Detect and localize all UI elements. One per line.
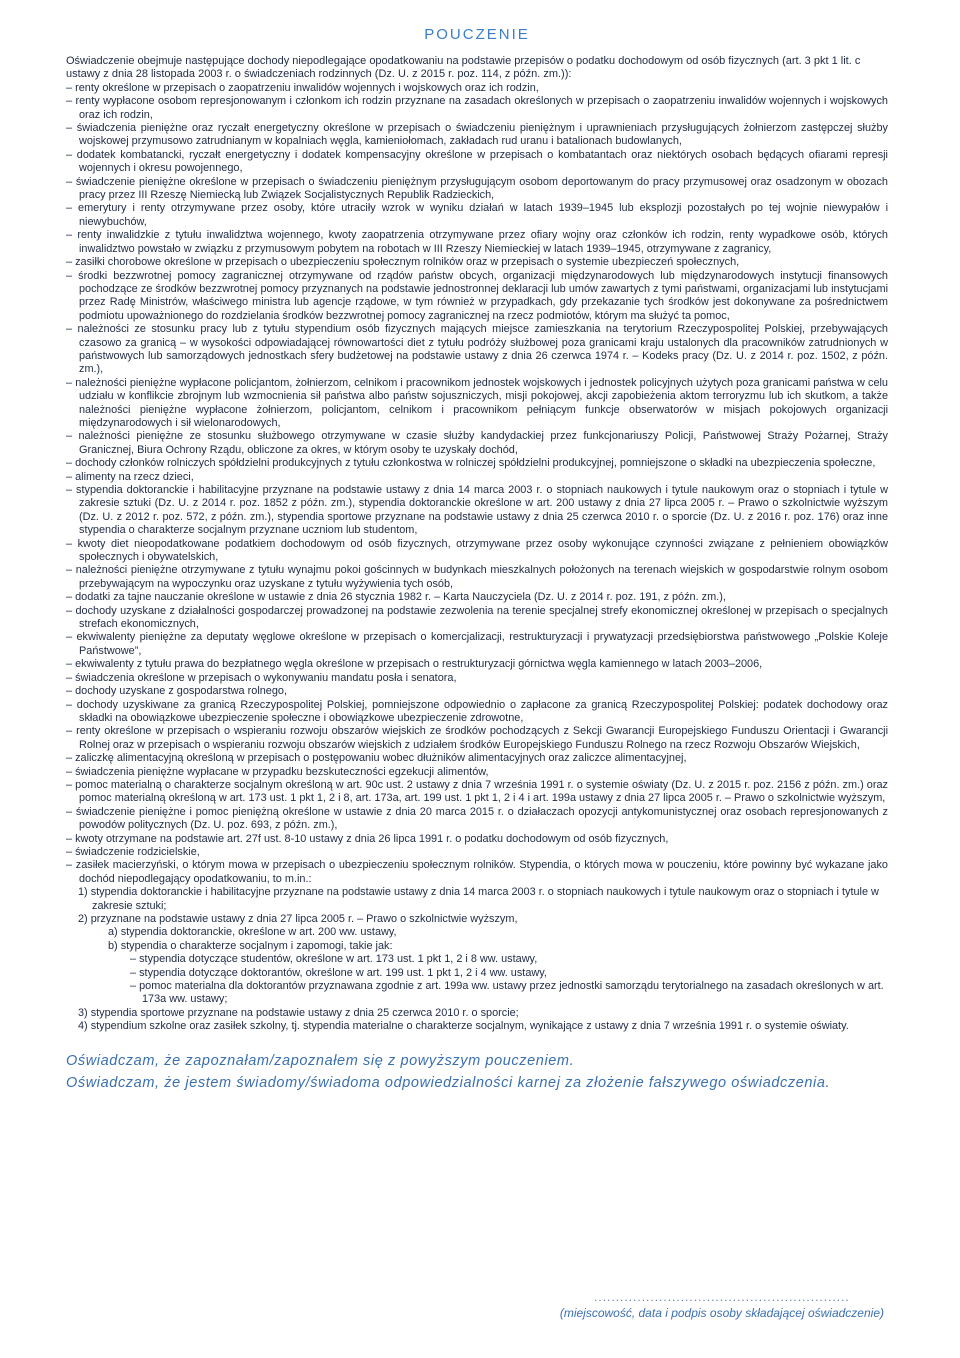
list-item: – należności ze stosunku pracy lub z tytułu stypendium osób fizycznych mających miejsce zamieszkania na terytorium Rzeczypospolitej Polskiej, przebywających czasowo za granicą – w wysokości odpowiadającej równowartości diet z tytułu podróży służbowej poza granicami kraju ustalonych dla pracowników zatrudnionych w państwowych lub samorządowych jednostkach sfery budżetowej na podstawie ustawy z dnia 26 czerwca 1974 r. – Kodeks pracy (Dz. U. z 2014 r. poz. 1502, z późn. zm.), (66, 323, 888, 377)
list-item: – alimenty na rzecz dzieci, (66, 471, 888, 484)
list-item: – dochody uzyskane z działalności gospodarczej prowadzonej na podstawie zezwolenia na terenie specjalnej strefy ekonomicznej określonej w przepisach o specjalnych strefach ekonomicznych, (66, 605, 888, 632)
list-item: – świadczenia pieniężne oraz ryczałt energetyczny określone w przepisach o świadczeniu pieniężnym i uprawnieniach przysługujących żołnierzom zastępczej służby wojskowej przymusowo zatrudnianym w kopalniach węgla, kamieniołomach, zakładach rud uranu i batalionach budowlanych, (66, 122, 888, 149)
list-item: – świadczenie rodzicielskie, (66, 846, 888, 859)
list-item: – kwoty otrzymane na podstawie art. 27f ust. 8-10 ustawy z dnia 26 lipca 1991 r. o podatku dochodowym od osób fizycznych, (66, 833, 888, 846)
stipend-item-1: 1) stypendia doktoranckie i habilitacyjne przyznane na podstawie ustawy z dnia 14 marca 2003 r. o stopniach naukowych i tytule naukowym oraz o stopniach i tytule w zakresie sztuki; (78, 886, 879, 912)
signature-caption: (miejscowość, data i podpis osoby składającej oświadczenie) (559, 1306, 884, 1320)
list-item: – dochody uzyskiwane za granicą Rzeczypospolitej Polskiej, pomniejszone odpowiednio o zapłacone za granicą Rzeczypospolitej Polskiej: podatek dochodowy oraz składki na obowiązkowe ubezpieczenie społeczne i obowiązkowe ubezpieczenie zdrowotne, (66, 699, 888, 726)
list-item: – świadczenia określone w przepisach o wykonywaniu mandatu posła i senatora, (66, 672, 888, 685)
list-item: – renty inwalidzkie z tytułu inwalidztwa wojennego, kwoty zaopatrzenia otrzymywane przez ofiary wojny oraz członków ich rodzin, renty wypadkowe osób, których inwalidztwo powstało w związku z przymusowym pobytem na robotach w III Rzeszy Niemieckiej w latach 1939–1945, otrzymywane z zagranicy, (66, 229, 888, 256)
stipend-item-3: 3) stypendia sportowe przyznane na podstawie ustawy z dnia 25 czerwca 2010 r. o sporcie; (78, 1006, 519, 1019)
intro-paragraph: Oświadczenie obejmuje następujące dochody niepodlegające opodatkowaniu na podstawie przepisów o podatku dochodowym od osób fizycznych (art. 3 pkt 1 lit. c ustawy z dnia 28 listopada 2003 r. o świadczeniach rodzinnych (Dz. U. z 2015 r. poz. 114, z późn. zm.)): (66, 55, 861, 81)
list-item: – kwoty diet nieopodatkowane podatkiem dochodowym od osób fizycznych, otrzymywane przez osoby wykonujące czynności związane z pełnieniem obowiązków społecznych i obywatelskich, (66, 538, 888, 565)
list-item: – renty określone w przepisach o wspieraniu rozwoju obszarów wiejskich ze środków pochodzących z Sekcji Gwarancji Europejskiego Funduszu Orientacji i Gwarancji Rolnej oraz w przepisach o wspieraniu rozwoju obszarów wiejskich z udziałem środków Europejskiego Funduszu Rolnego na rzecz Rozwoju Obszarów Wiejskich, (66, 725, 888, 752)
list-item: – stypendia doktoranckie i habilitacyjne przyznane na podstawie ustawy z dnia 14 marca 2003 r. o stopniach naukowych i tytule naukowym oraz o stopniach i tytule w zakresie sztuki (Dz. U. z 2014 r. poz. 1852 z późn. zm.), stypendia doktoranckie określone w art. 200 ustawy z dnia 27 lipca 2005 r. – Prawo o szkolnictwie wyższym (Dz. U. z 2012 r. poz. 572, z późn. zm.), stypendia sportowe przyznane na podstawie ustawy z dnia 25 czerwca 2010 r. o sporcie (Dz. U. z 2016 r. poz. 176) oraz inne stypendia o charakterze socjalnym przyznane uczniom lub studentom, (66, 484, 888, 538)
signature-line: ........................................................... (594, 1290, 850, 1304)
list-item: – emerytury i renty otrzymywane przez osoby, które utraciły wzrok w wyniku działań w latach 1939–1945 lub eksplozji pozostałych po tej wojnie niewypałów i niewybuchów, (66, 202, 888, 229)
stipend-item-2b-sublist (120, 953, 888, 1007)
list-item: – zasiłki chorobowe określone w przepisach o ubezpieczeniu społecznym rolników oraz w przepisach o systemie ubezpieczeń społecznych, (66, 256, 888, 269)
list-item: – ekwiwalenty pieniężne za deputaty węglowe określone w przepisach o komercjalizacji, restrukturyzacji i prywatyzacji przedsiębiorstwa państwowego „Polskie Koleje Państwowe”, (66, 631, 888, 658)
list-item: – zasiłek macierzyński, o którym mowa w przepisach o ubezpieczeniu społecznym rolników. Stypendia, o których mowa w pouczeniu, które powinny być wykazane jako dochód niepodlegający opodatkowaniu, to m.in.: (66, 859, 888, 886)
list-item: – środki bezzwrotnej pomocy zagranicznej otrzymywane od rządów państw obcych, organizacji międzynarodowych lub międzynarodowych instytucji finansowych pochodzące ze środków bezzwrotnej pomocy przyznanych na podstawie jednostronnej deklaracji lub umów zawartych z tymi państwami, organizacjami lub instytucjami przez Radę Ministrów, właściwego ministra lub agencje rządowe, w tym również w przypadkach, gdy przekazanie tych środków jest dokonywane za pośrednictwem podmiotu upoważnionego do rozdzielania środków bezzwrotnej pomocy zagranicznej na rzecz podmiotów, którym ma służyć ta pomoc, (66, 270, 888, 324)
declarations (66, 1050, 888, 1094)
list-item: – pomoc materialną o charakterze socjalnym określoną w art. 90c ust. 2 ustawy z dnia 7 września 1991 r. o systemie oświaty (Dz. U. z 2015 r. poz. 2156 z późn. zm.) oraz pomoc materialną określoną w art. 173 ust. 1 pkt 1, 2 i 8, art. 173a, art. 199 ust. 1 pkt 1, 2 i 4 i art. 199a ustawy z dnia 27 lipca 2005 r. – Prawo o szkolnictwie wyższym, (66, 779, 888, 806)
stipend-item-2b-text: b) stypendia o charakterze socjalnym i zapomogi, takie jak: (108, 939, 393, 952)
list-item: – dodatki za tajne nauczanie określone w ustawie z dnia 26 stycznia 1982 r. – Karta Nauczyciela (Dz. U. z 2014 r. poz. 191, z późn. zm.), (66, 591, 888, 604)
stipend-item-4: 4) stypendium szkolne oraz zasiłek szkolny, tj. stypendia materialne o charakterze socjalnym, wynikające z ustawy z dnia 7 września 1991 r. o systemie oświaty. (78, 1020, 849, 1033)
stipend-item-2 (78, 913, 888, 1007)
stipend-item-2b (108, 940, 888, 1007)
list-item: – stypendia dotyczące doktorantów, określone w art. 199 ust. 1 pkt 1, 2 i 4 ww. ustawy, (130, 967, 888, 980)
stipend-list (66, 886, 888, 1033)
document-title: POUCZENIE (424, 26, 530, 43)
list-item: – należności pieniężne wypłacone policjantom, żołnierzom, celnikom i pracownikom jednostek wojskowych i jednostek policyjnych użytych poza granicami państwa w celu udziału w konflikcie zbrojnym lub wzmocnienia sił państwa albo państw sojuszniczych, misji pokojowej, akcji zapobieżenia aktom terroryzmu lub ich skutkom, a także należności pieniężne wypłacone żołnierzom, policjantom, celnikom i pracownikom pełniącym funkcje obserwatorów w misjach pokojowych organizacji międzynarodowych i sił wielonarodowych, (66, 377, 888, 431)
list-item: – należności pieniężne ze stosunku służbowego otrzymywane w czasie służby kandydackiej przez funkcjonariuszy Policji, Państwowej Straży Pożarnej, Straży Granicznej, Biura Ochrony Rządu, obliczone za okres, w którym osoby te uzyskały dochód, (66, 430, 888, 457)
list-item: – dodatek kombatancki, ryczałt energetyczny i dodatek kompensacyjny określone w przepisach o kombatantach oraz niektórych osobach będących ofiarami represji wojennych i okresu powojennego, (66, 149, 888, 176)
declaration-liability: Oświadczam, że jestem świadomy/świadoma odpowiedzialności karnej za złożenie fałszywego oświadczenia. (66, 1074, 831, 1091)
list-item: – stypendia dotyczące studentów, określone w art. 173 ust. 1 pkt 1, 2 i 8 ww. ustawy, (130, 953, 888, 966)
declaration-acknowledgement: Oświadczam, że zapoznałam/zapoznałem się z powyższym pouczeniem. (66, 1052, 575, 1069)
list-item: – pomoc materialna dla doktorantów przyznawana zgodnie z art. 199a ww. ustawy przez jednostki samorządu terytorialnego na zasadach określonych w art. 173a ww. ustawy; (130, 980, 888, 1007)
list-item: – renty wypłacone osobom represjonowanym i członkom ich rodzin przyznane na zasadach określonych w przepisach o zaopatrzeniu inwalidów wojennych i wojskowych oraz ich rodzin, (66, 95, 888, 122)
list-item: – świadczenie pieniężne określone w przepisach o świadczeniu pieniężnym przysługującym osobom deportowanym do pracy przymusowej oraz osadzonym w obozach pracy przez III Rzeszę Niemiecką lub Związek Socjalistycznych Republik Radzieckich, (66, 176, 888, 203)
list-item: – dochody uzyskane z gospodarstwa rolnego, (66, 685, 888, 698)
stipend-item-2a: a) stypendia doktoranckie, określone w art. 200 ww. ustawy, (108, 926, 397, 939)
stipend-item-2-sublist (92, 926, 888, 1006)
signature-block (560, 1290, 884, 1320)
list-item: – ekwiwalenty z tytułu prawa do bezpłatnego węgla określone w przepisach o restrukturyzacji górnictwa węgla kamiennego w latach 2003–2006, (66, 658, 888, 671)
stipend-item-2-text: 2) przyznane na podstawie ustawy z dnia 27 lipca 2005 r. – Prawo o szkolnictwie wyższym, (78, 913, 518, 925)
income-list (66, 82, 888, 886)
list-item: – świadczenie pieniężne i pomoc pieniężną określone w ustawie z dnia 20 marca 2015 r. o działaczach opozycji antykomunistycznej oraz osobach represjonowanych z powodów politycznych (Dz. U. poz. 693, z późn. zm.), (66, 806, 888, 833)
list-item: – świadczenia pieniężne wypłacane w przypadku bezskuteczności egzekucji alimentów, (66, 766, 888, 779)
list-item: – renty określone w przepisach o zaopatrzeniu inwalidów wojennych i wojskowych oraz ich rodzin, (66, 82, 888, 95)
list-item: – dochody członków rolniczych spółdzielni produkcyjnych z tytułu członkostwa w rolniczej spółdzielni produkcyjnej, pomniejszone o składki na ubezpieczenia społeczne, (66, 457, 888, 470)
list-item: – należności pieniężne otrzymywane z tytułu wynajmu pokoi gościnnych w budynkach mieszkalnych położonych na terenach wiejskich w gospodarstwie rolnym osobom przebywającym na wypoczynku oraz uzyskane z tytułu wyżywienia tych osób, (66, 564, 888, 591)
list-item: – zaliczkę alimentacyjną określoną w przepisach o postępowaniu wobec dłużników alimentacyjnych oraz zaliczce alimentacyjnej, (66, 752, 888, 765)
